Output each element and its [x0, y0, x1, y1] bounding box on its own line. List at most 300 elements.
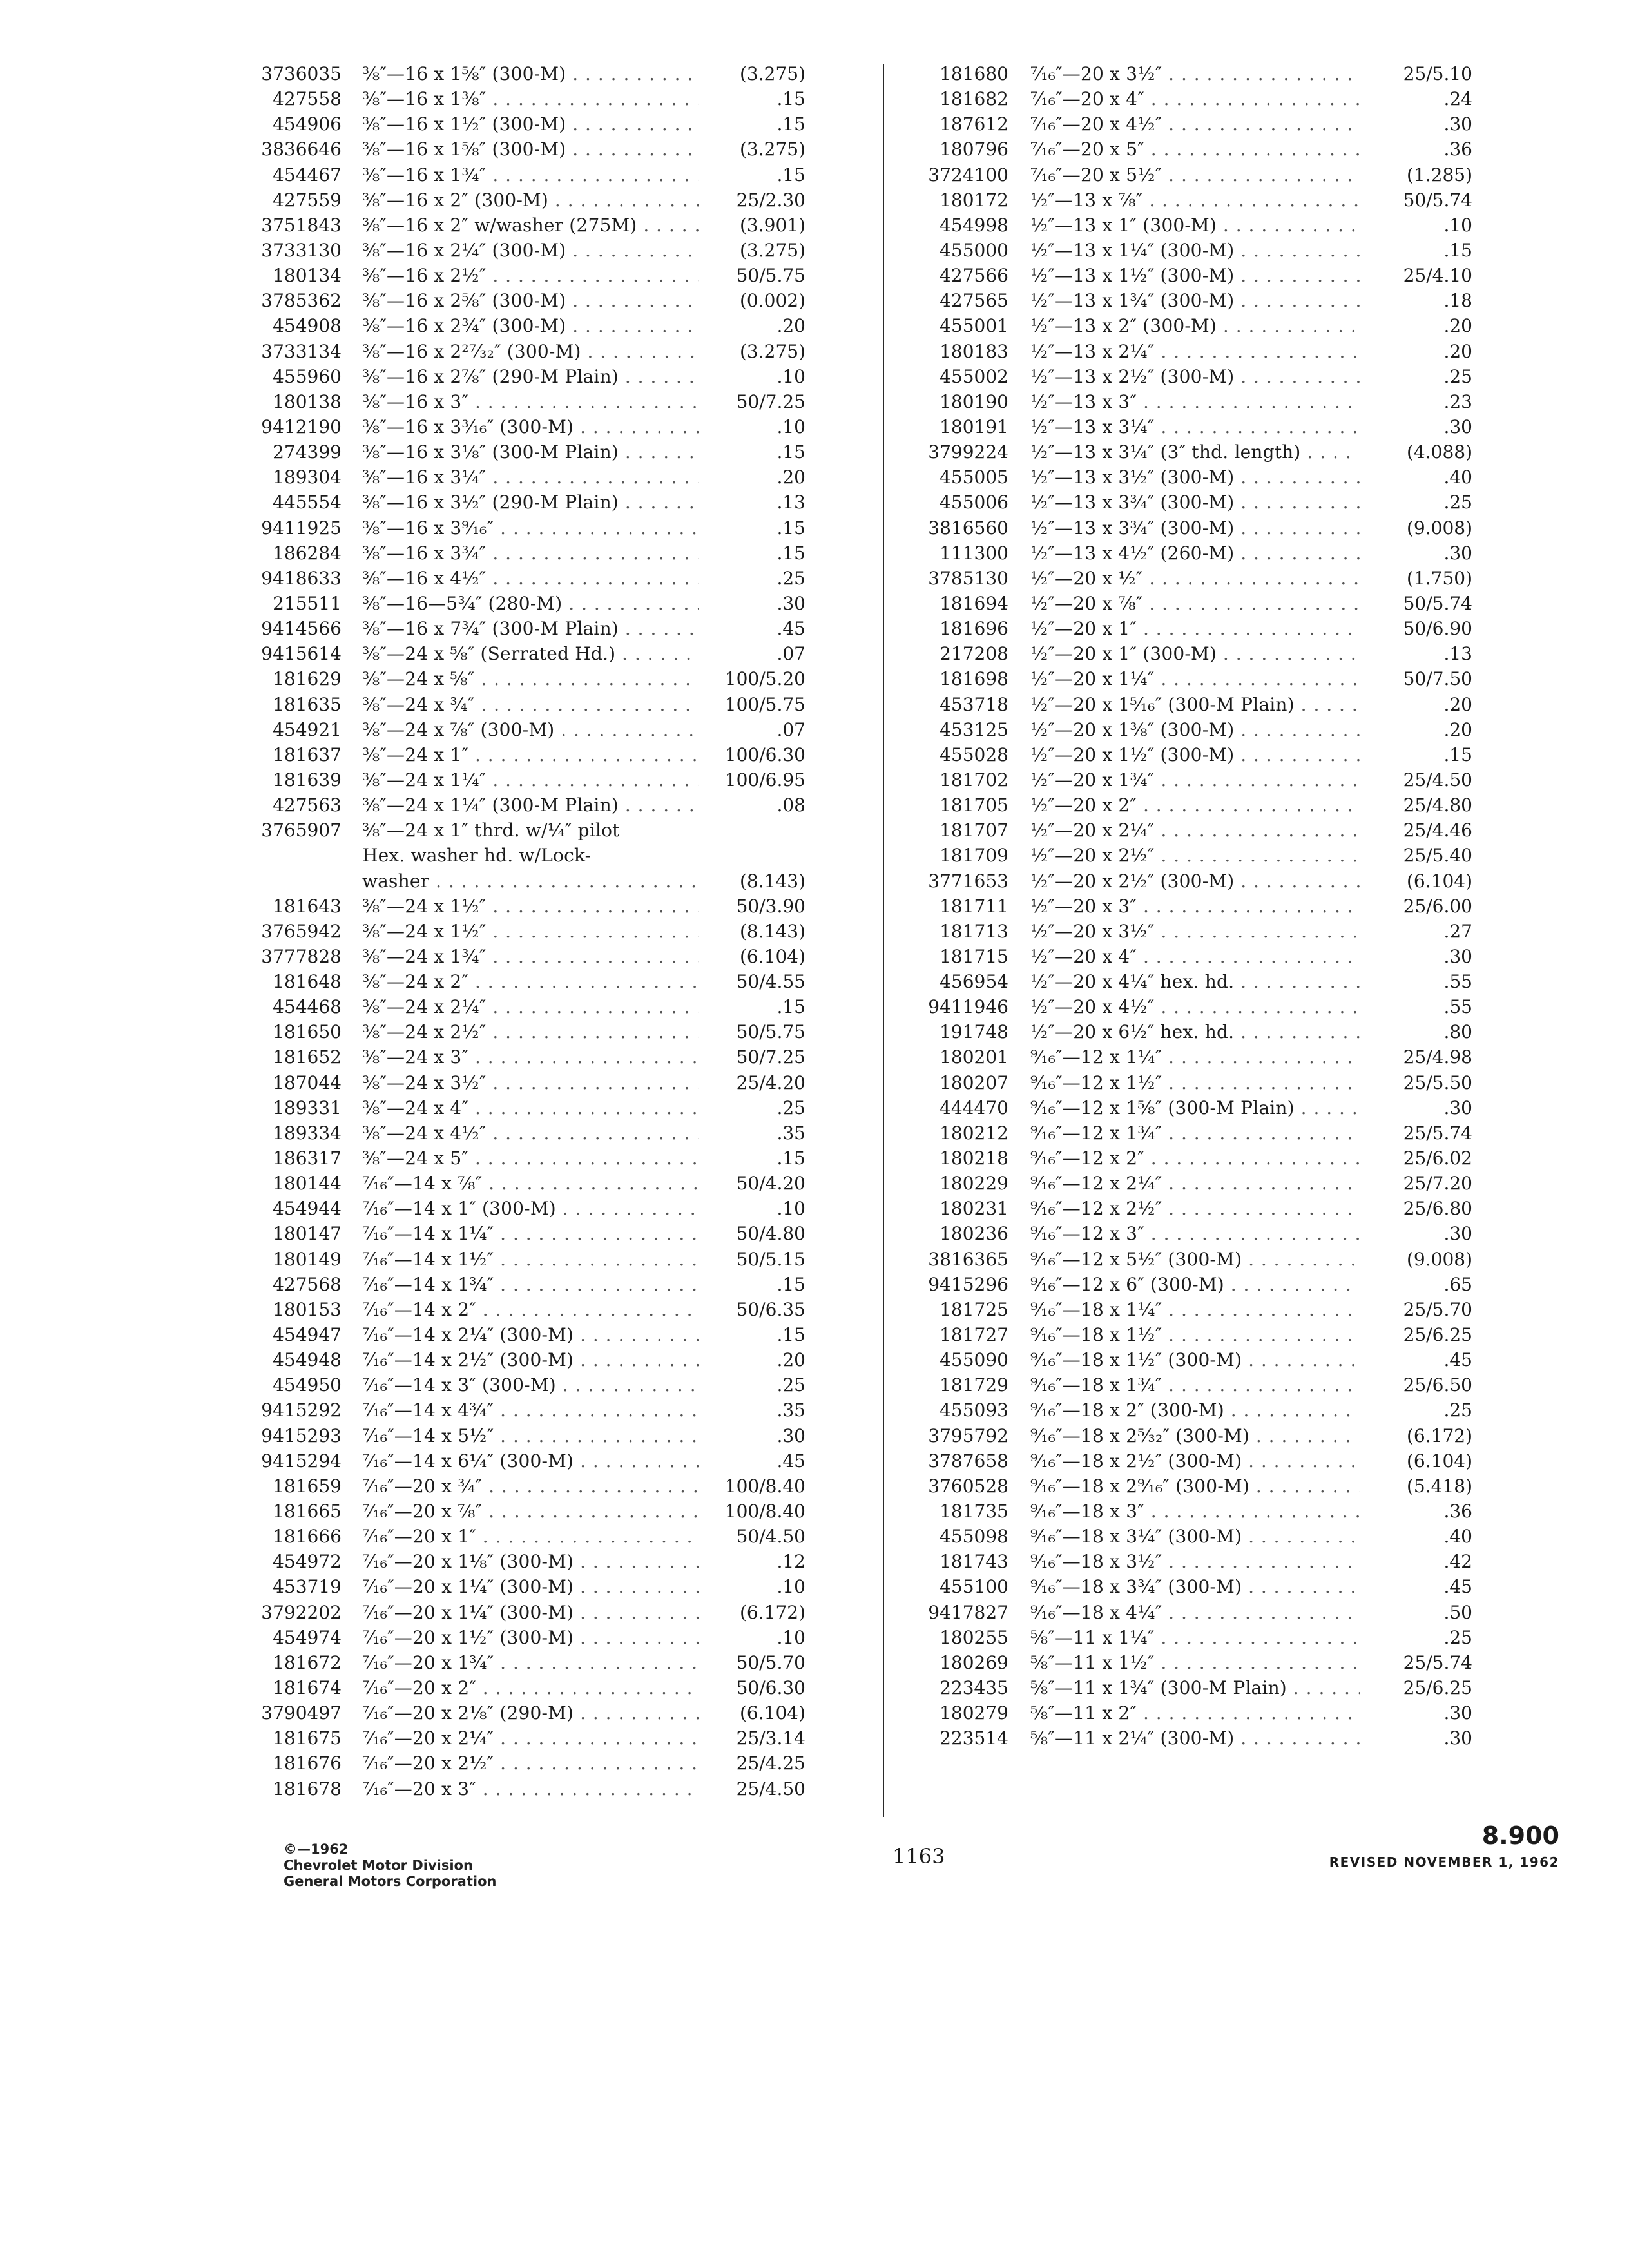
part-row	[238, 389, 805, 414]
part-row	[238, 1247, 805, 1272]
part-description: ⁷⁄₁₆″—20 x 5″ . . .	[1030, 137, 1360, 162]
part-number: 191748	[940, 1021, 1008, 1043]
part-price: .30	[776, 592, 805, 614]
part-row	[899, 717, 1472, 742]
part-price: .23	[1443, 390, 1472, 412]
part-price: (8.143)	[739, 920, 805, 942]
part-number: 181675	[273, 1727, 342, 1749]
part-number: 427568	[273, 1273, 342, 1295]
part-number: 180201	[940, 1046, 1008, 1068]
part-price: 100/8.40	[724, 1501, 805, 1523]
part-description: ⅜″—24 x 5″ . . .	[362, 1146, 699, 1171]
part-description: ⁷⁄₁₆″—14 x 1″ (300-M) . . .	[362, 1196, 699, 1221]
part-number: 187044	[273, 1072, 342, 1093]
part-number: 180183	[940, 340, 1008, 362]
part-row	[238, 641, 805, 666]
part-description: ⅜″—16 x 1¾″ . . .	[362, 162, 699, 187]
part-row	[899, 1474, 1472, 1499]
part-row	[238, 1120, 805, 1146]
part-price: 25/4.25	[736, 1753, 805, 1774]
part-description: ½″—13 x 3″ . . .	[1030, 389, 1360, 414]
part-number: 3777828	[261, 945, 342, 967]
part-description: washer . . .	[362, 869, 699, 894]
part-price: 50/5.15	[736, 1248, 805, 1270]
part-description: ⁹⁄₁₆″—18 x 3½″ . . .	[1030, 1549, 1360, 1574]
left-parts-column	[238, 61, 805, 1802]
part-number: 455006	[940, 492, 1008, 514]
part-row	[238, 919, 805, 944]
part-row	[899, 1322, 1472, 1347]
part-row	[899, 566, 1472, 591]
part-number: 3816560	[928, 517, 1008, 539]
part-price: .45	[1443, 1576, 1472, 1598]
part-number: 454921	[273, 718, 342, 740]
part-row	[238, 339, 805, 364]
part-row	[238, 692, 805, 717]
part-number: 455028	[940, 744, 1008, 765]
part-row	[899, 742, 1472, 767]
part-number: 180144	[273, 1173, 342, 1195]
part-row	[238, 1070, 805, 1095]
part-row	[238, 1751, 805, 1776]
part-row	[899, 1171, 1472, 1196]
part-description: ⁹⁄₁₆″—12 x 1¼″ . . .	[1030, 1044, 1360, 1070]
part-row	[899, 894, 1472, 919]
part-row	[238, 288, 805, 313]
part-price: .15	[776, 164, 805, 186]
part-price: .30	[1443, 416, 1472, 437]
part-number: 181707	[940, 820, 1008, 841]
part-number: 180255	[940, 1626, 1008, 1648]
part-row	[899, 162, 1472, 187]
part-number: 180207	[940, 1072, 1008, 1093]
part-description: ⅜″—16 x 1⅝″ (300-M) . . .	[362, 137, 699, 162]
part-number: 454467	[273, 164, 342, 186]
part-row	[238, 238, 805, 263]
part-row	[238, 1524, 805, 1549]
part-price: 50/7.25	[736, 390, 805, 412]
part-price: .65	[1443, 1273, 1472, 1295]
part-number: 181735	[940, 1501, 1008, 1523]
part-price: .25	[776, 567, 805, 589]
part-number: 180212	[940, 1122, 1008, 1144]
part-row	[238, 818, 805, 843]
part-row	[238, 1019, 805, 1044]
part-price: .15	[776, 1148, 805, 1169]
part-price: .30	[1443, 113, 1472, 135]
part-description: ⅜″—16 x 2″ (300-M) . . .	[362, 187, 699, 213]
part-row	[238, 717, 805, 742]
part-number: 9417827	[928, 1601, 1008, 1623]
part-description: ½″—13 x ⅞″ . . .	[1030, 187, 1360, 213]
part-price: (0.002)	[739, 290, 805, 312]
part-number: 181743	[940, 1551, 1008, 1573]
part-price: (3.901)	[739, 214, 805, 236]
part-number: 181629	[273, 668, 342, 690]
part-description: ½″—13 x 1½″ (300-M) . . .	[1030, 263, 1360, 288]
part-row	[238, 1499, 805, 1524]
part-description: ⅝″—11 x 1¾″ (300-M Plain) . . .	[1030, 1675, 1360, 1700]
part-number: 189334	[273, 1122, 342, 1144]
part-row	[238, 1196, 805, 1221]
part-number: 3795792	[928, 1425, 1008, 1446]
part-description: ⁹⁄₁₆″—18 x 2″ (300-M) . . .	[1030, 1398, 1360, 1423]
part-price: .15	[776, 517, 805, 539]
part-description: ½″—13 x 2½″ (300-M) . . .	[1030, 364, 1360, 389]
part-description: ⁹⁄₁₆″—12 x 1¾″ . . .	[1030, 1120, 1360, 1146]
part-row	[899, 1146, 1472, 1171]
part-price: .10	[776, 1576, 805, 1598]
part-description: ⅜″—16 x 3¼″ . . .	[362, 465, 699, 490]
part-row	[238, 1650, 805, 1675]
part-row	[899, 1423, 1472, 1448]
part-row	[238, 313, 805, 338]
part-description: ⅜″—16 x 3⅛″ (300-M Plain) . . .	[362, 439, 699, 465]
part-description: ½″—20 x 2¼″ . . .	[1030, 818, 1360, 843]
part-description: ½″—20 x ⅞″ . . .	[1030, 591, 1360, 616]
part-price: .30	[776, 1425, 805, 1446]
part-price: .25	[1443, 492, 1472, 514]
part-row	[899, 1120, 1472, 1146]
part-description: ⅜″—24 x ⅝″ . . .	[362, 666, 699, 691]
part-price: (6.104)	[1406, 1450, 1472, 1472]
part-description: ⁷⁄₁₆″—14 x 2½″ (300-M) . . .	[362, 1347, 699, 1372]
part-price: 25/3.14	[736, 1727, 805, 1749]
part-number: 9415293	[261, 1425, 342, 1446]
section-number: 8.900	[1481, 1821, 1559, 1850]
part-description: ⁹⁄₁₆″—12 x 1½″ . . .	[1030, 1070, 1360, 1095]
part-price: 100/8.40	[724, 1475, 805, 1497]
part-price: 50/5.74	[1403, 592, 1472, 614]
part-number: 9414566	[261, 618, 342, 640]
part-price: 25/5.40	[1403, 845, 1472, 867]
part-row	[238, 490, 805, 515]
part-number: 187612	[940, 113, 1008, 135]
part-row	[899, 263, 1472, 288]
part-number: 9415294	[261, 1450, 342, 1472]
part-row	[899, 767, 1472, 793]
part-price: 100/6.30	[724, 744, 805, 765]
part-row	[899, 1700, 1472, 1725]
part-number: 454950	[273, 1374, 342, 1396]
part-number: 455002	[940, 365, 1008, 387]
part-description: ½″—20 x ½″ . . .	[1030, 566, 1360, 591]
part-row	[238, 969, 805, 994]
part-description: ⁹⁄₁₆″—18 x 1¾″ . . .	[1030, 1372, 1360, 1398]
part-row	[899, 616, 1472, 641]
part-price: .36	[1443, 1501, 1472, 1523]
part-row	[238, 1044, 805, 1070]
part-row	[238, 566, 805, 591]
part-description: ⁹⁄₁₆″—18 x 3¼″ (300-M) . . .	[1030, 1524, 1360, 1549]
part-description: ⁷⁄₁₆″—20 x 2⅛″ (290-M) . . .	[362, 1700, 699, 1725]
part-number: 454908	[273, 315, 342, 337]
part-number: 180153	[273, 1298, 342, 1320]
part-price: .55	[1443, 996, 1472, 1018]
part-number: 189331	[273, 1097, 342, 1119]
part-number: 3765942	[261, 920, 342, 942]
part-description: ½″—20 x 2″ . . .	[1030, 793, 1360, 818]
part-number: 427565	[940, 290, 1008, 312]
part-row	[238, 1221, 805, 1246]
part-number: 186284	[273, 542, 342, 564]
part-price: (1.750)	[1406, 567, 1472, 589]
part-number: 455098	[940, 1526, 1008, 1548]
part-number: 181652	[273, 1046, 342, 1068]
part-number: 181682	[940, 88, 1008, 110]
part-row	[899, 313, 1472, 338]
part-price: .35	[776, 1399, 805, 1421]
part-number: 9411946	[928, 996, 1008, 1018]
part-row	[238, 1675, 805, 1700]
part-row	[899, 1524, 1472, 1549]
part-description: ⁷⁄₁₆″—20 x 3½″ . . .	[1030, 61, 1360, 86]
part-price: .12	[776, 1551, 805, 1573]
part-row	[899, 541, 1472, 566]
part-description: ½″—20 x 1¼″ . . .	[1030, 666, 1360, 691]
part-description: ⁷⁄₁₆″—20 x ¾″ . . .	[362, 1474, 699, 1499]
part-description: ⁹⁄₁₆″—12 x 1⅝″ (300-M Plain) . . .	[1030, 1095, 1360, 1120]
part-price: .45	[776, 1450, 805, 1472]
part-price: 25/5.70	[1403, 1298, 1472, 1320]
part-description: ⅜″—16 x 3⁹⁄₁₆″ . . .	[362, 515, 699, 541]
part-row	[238, 1372, 805, 1398]
part-number: 180269	[940, 1651, 1008, 1673]
part-description: ⅜″—24 x ¾″ . . .	[362, 692, 699, 717]
part-price: .30	[1443, 1702, 1472, 1724]
part-number: 181648	[273, 971, 342, 993]
part-row	[899, 389, 1472, 414]
part-number: 427558	[273, 88, 342, 110]
part-description: ½″—13 x 1¼″ (300-M) . . .	[1030, 238, 1360, 263]
part-number: 181727	[940, 1324, 1008, 1346]
part-description: ⅜″—24 x 4½″ . . .	[362, 1120, 699, 1146]
part-price: (6.172)	[1406, 1425, 1472, 1446]
part-price: 25/6.25	[1403, 1324, 1472, 1346]
part-price: .30	[1443, 1223, 1472, 1245]
part-row	[899, 490, 1472, 515]
part-description: ⁷⁄₁₆″—20 x 4″ . . .	[1030, 86, 1360, 111]
part-row	[899, 994, 1472, 1019]
part-price: .13	[776, 492, 805, 514]
part-description: ⁷⁄₁₆″—20 x 1½″ (300-M) . . .	[362, 1625, 699, 1650]
part-price: .20	[776, 315, 805, 337]
part-number: 181635	[273, 693, 342, 715]
part-number: 3733134	[261, 340, 342, 362]
part-row	[238, 1398, 805, 1423]
part-number: 181680	[940, 63, 1008, 84]
part-description: ½″—13 x 2″ (300-M) . . .	[1030, 313, 1360, 338]
part-price: .20	[1443, 340, 1472, 362]
part-number: 181709	[940, 845, 1008, 867]
part-number: 455100	[940, 1576, 1008, 1598]
part-description: ⁹⁄₁₆″—12 x 2½″ . . .	[1030, 1196, 1360, 1221]
part-row	[899, 1574, 1472, 1599]
part-price: .15	[776, 542, 805, 564]
part-description: ⅝″—11 x 1¼″ . . .	[1030, 1625, 1360, 1650]
part-number: 445554	[273, 492, 342, 514]
part-row	[899, 1398, 1472, 1423]
part-row	[238, 364, 805, 389]
part-description: ⅜″—16 x 2½″ . . .	[362, 263, 699, 288]
part-price: (6.172)	[739, 1601, 805, 1623]
part-price: .25	[776, 1374, 805, 1396]
part-price: .25	[1443, 365, 1472, 387]
part-description: ⁷⁄₁₆″—20 x 1¼″ (300-M) . . .	[362, 1600, 699, 1625]
part-number: 181705	[940, 794, 1008, 816]
part-price: (5.418)	[1406, 1475, 1472, 1497]
part-description: ⁹⁄₁₆″—18 x 2⁹⁄₁₆″ (300-M) . . .	[1030, 1474, 1360, 1499]
part-row	[238, 793, 805, 818]
part-price: (6.104)	[739, 1702, 805, 1724]
part-number: 3765907	[261, 820, 342, 841]
part-number: 454948	[273, 1349, 342, 1371]
part-price: 50/4.50	[736, 1526, 805, 1548]
revision-date: REVISED NOVEMBER 1, 1962	[1329, 1854, 1559, 1870]
part-price: 25/6.25	[1403, 1677, 1472, 1698]
part-description: ⁷⁄₁₆″—20 x 1¾″ . . .	[362, 1650, 699, 1675]
part-description: ⅜″—24 x ⅞″ (300-M) . . .	[362, 717, 699, 742]
part-description: ½″—20 x 2½″ (300-M) . . .	[1030, 869, 1360, 894]
part-price: 25/4.98	[1403, 1046, 1472, 1068]
part-row	[899, 793, 1472, 818]
part-price: 100/6.95	[724, 769, 805, 791]
part-row	[899, 944, 1472, 969]
part-number: 180229	[940, 1173, 1008, 1195]
part-description: ½″—13 x 3½″ (300-M) . . .	[1030, 465, 1360, 490]
part-number: 181678	[273, 1778, 342, 1800]
part-number: 455000	[940, 239, 1008, 261]
part-description: ⁹⁄₁₆″—18 x 1½″ . . .	[1030, 1322, 1360, 1347]
part-price: .08	[776, 794, 805, 816]
copyright-year: ©—1962	[284, 1841, 349, 1857]
part-price: .55	[1443, 971, 1472, 993]
part-number: 3799224	[928, 441, 1008, 463]
part-number: 9415614	[261, 643, 342, 665]
part-description: ⅜″—24 x 3½″ . . .	[362, 1070, 699, 1095]
part-row	[238, 414, 805, 439]
part-price: 25/4.10	[1403, 265, 1472, 287]
part-description: ⅜″—24 x 2¼″ . . .	[362, 994, 699, 1019]
part-row	[899, 1675, 1472, 1700]
part-description: ½″—20 x 1⁵⁄₁₆″ (300-M Plain) . . .	[1030, 692, 1360, 717]
part-description: ⅜″—16 x 2⅝″ (300-M) . . .	[362, 288, 699, 313]
part-number: 427566	[940, 265, 1008, 287]
part-number: 3724100	[928, 164, 1008, 186]
part-description: ⁹⁄₁₆″—18 x 1¼″ . . .	[1030, 1297, 1360, 1322]
part-row	[238, 1423, 805, 1448]
part-description: ⅜″—16 x 2⅞″ (290-M Plain) . . .	[362, 364, 699, 389]
part-description: ⁷⁄₁₆″—20 x 3″ . . .	[362, 1776, 699, 1802]
part-number: 427563	[273, 794, 342, 816]
part-number: 189304	[273, 466, 342, 488]
part-price: 25/4.50	[736, 1778, 805, 1800]
part-description: ⁷⁄₁₆″—20 x 1⅛″ (300-M) . . .	[362, 1549, 699, 1574]
part-row	[899, 439, 1472, 465]
division-name: Chevrolet Motor Division	[284, 1858, 473, 1873]
part-description: ⅜″—16—5¾″ (280-M) . . .	[362, 591, 699, 616]
part-description: ⅜″—24 x 1¾″ . . .	[362, 944, 699, 969]
part-number: 181639	[273, 769, 342, 791]
part-price: 25/4.50	[1403, 769, 1472, 791]
part-price: .10	[776, 416, 805, 437]
part-row	[899, 1600, 1472, 1625]
part-row	[238, 465, 805, 490]
part-description: ⁹⁄₁₆″—12 x 2¼″ . . .	[1030, 1171, 1360, 1196]
part-row	[899, 818, 1472, 843]
part-price: 25/6.50	[1403, 1374, 1472, 1396]
part-description: ⅜″—16 x 1½″ (300-M) . . .	[362, 111, 699, 137]
part-price: (6.104)	[1406, 870, 1472, 892]
part-price: 50/5.75	[736, 1021, 805, 1043]
part-price: 50/7.50	[1403, 668, 1472, 690]
part-description: ⁹⁄₁₆″—18 x 3″ . . .	[1030, 1499, 1360, 1524]
part-number: 181665	[273, 1501, 342, 1523]
part-price: .42	[1443, 1551, 1472, 1573]
part-row	[238, 894, 805, 919]
part-price: .15	[776, 88, 805, 110]
part-description: ⅜″—16 x 7¾″ (300-M Plain) . . .	[362, 616, 699, 641]
part-row	[238, 1549, 805, 1574]
part-price: (3.275)	[739, 63, 805, 84]
part-price: .20	[776, 1349, 805, 1371]
part-number: 181643	[273, 895, 342, 917]
part-row	[238, 1146, 805, 1171]
part-row	[238, 263, 805, 288]
part-price: 25/5.74	[1403, 1122, 1472, 1144]
part-number: 274399	[273, 441, 342, 463]
part-price: .07	[776, 643, 805, 665]
part-row	[238, 1574, 805, 1599]
part-price: (9.008)	[1406, 1248, 1472, 1270]
part-row	[899, 1095, 1472, 1120]
part-row	[899, 969, 1472, 994]
part-description: ⅜″—24 x 4″ . . .	[362, 1095, 699, 1120]
part-description: ⁷⁄₁₆″—14 x 1½″ . . .	[362, 1247, 699, 1272]
part-price: .25	[1443, 1399, 1472, 1421]
part-description: ½″—20 x 1⅜″ (300-M) . . .	[1030, 717, 1360, 742]
part-row	[899, 414, 1472, 439]
part-description: ⅜″—16 x 2²⁷⁄₃₂″ (300-M) . . .	[362, 339, 699, 364]
part-number: 454944	[273, 1198, 342, 1220]
part-price: 50/6.30	[736, 1677, 805, 1698]
part-description: ⅜″—24 x 1¼″ (300-M Plain) . . .	[362, 793, 699, 818]
part-row	[238, 162, 805, 187]
part-row	[238, 1171, 805, 1196]
part-price: 25/6.00	[1403, 895, 1472, 917]
part-price: .27	[1443, 920, 1472, 942]
part-description: ⁹⁄₁₆″—18 x 1½″ (300-M) . . .	[1030, 1347, 1360, 1372]
part-description: ⁷⁄₁₆″—14 x 2″ . . .	[362, 1297, 699, 1322]
part-row	[899, 1625, 1472, 1650]
part-description: ½″—20 x 3½″ . . .	[1030, 919, 1360, 944]
part-price: 25/4.20	[736, 1072, 805, 1093]
part-row	[238, 111, 805, 137]
part-price: .15	[776, 1273, 805, 1295]
part-description: Hex. washer hd. w/Lock-	[362, 845, 592, 867]
part-description: ⅝″—11 x 2″ . . .	[1030, 1700, 1360, 1725]
part-number: 181702	[940, 769, 1008, 791]
part-number: 3733130	[261, 239, 342, 261]
part-row	[238, 1700, 805, 1725]
part-price: 100/5.75	[724, 693, 805, 715]
part-number: 181674	[273, 1677, 342, 1698]
part-row	[899, 1650, 1472, 1675]
part-price: .25	[776, 1097, 805, 1119]
part-row	[899, 515, 1472, 541]
part-number: 217208	[940, 643, 1008, 665]
part-price: 25/7.20	[1403, 1173, 1472, 1195]
